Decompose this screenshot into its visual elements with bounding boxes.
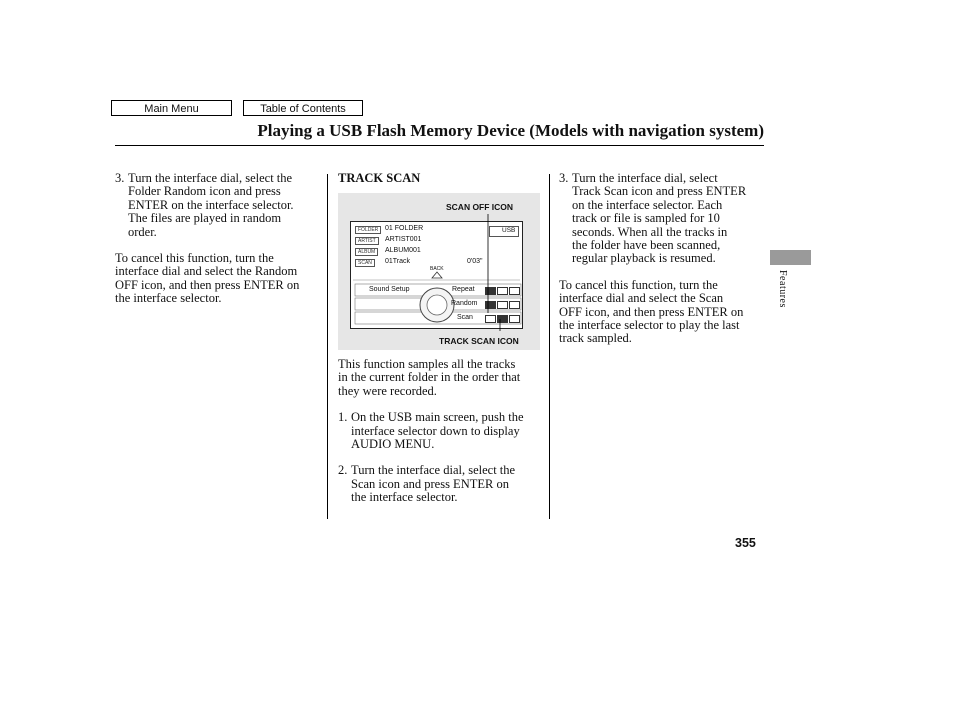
left-cancel-line: To cancel this function, turn the [115,251,274,266]
middle-body [338,358,548,505]
middle-step-2-line: the interface selector. [351,490,458,505]
right-step-3-line: on the interface selector. Each [572,197,723,212]
middle-step-1-number: 1. [338,410,348,425]
middle-step-1 [338,411,548,451]
middle-step-2-line: Scan icon and press ENTER on [351,476,509,491]
right-step-3-line: the folder have been scanned, [572,238,721,253]
right-column [559,172,764,346]
artist-name: ARTIST001 [385,236,422,243]
left-cancel-paragraph [115,252,325,306]
album-name: ALBUM001 [385,247,421,254]
track-name: 01Track [385,258,411,265]
title-divider [115,145,764,146]
left-step-3 [115,172,325,239]
right-step-3-line: regular playback is resumed. [572,251,716,266]
track-scan-intro [338,358,548,398]
back-label: BACK [430,266,444,272]
left-cancel-line: interface dial and select the Random [115,264,298,279]
column-divider-right [549,174,550,519]
right-cancel-line: OFF icon, and then press ENTER on [559,304,744,319]
page-title: Playing a USB Flash Memory Device (Models with navigation system) [257,121,764,140]
scan-item: Scan [457,314,473,321]
middle-step-1-line: interface selector down to display [351,423,520,438]
left-step-3-line: Turn the interface dial, select the [128,171,293,185]
right-cancel-line: track sampled. [559,331,632,346]
left-cancel-line: OFF icon, and then press ENTER on [115,277,300,292]
right-step-3-line: seconds. When all the tracks in [572,224,728,239]
repeat-item: Repeat [452,286,475,293]
left-column [115,172,325,306]
audio-menu-figure [338,193,540,350]
left-step-3-line: Folder Random icon and press [128,184,281,199]
middle-step-2-line: Turn the interface dial, select the [351,463,516,478]
folder-name: 01 FOLDER [385,225,424,232]
scan-tag: SCAN [355,259,375,267]
left-step-3-line: order. [128,224,157,239]
page-number: 355 [735,536,756,550]
track-scan-icon-label: TRACK SCAN ICON [439,336,519,346]
left-cancel-line: the interface selector. [115,291,222,306]
usb-label: USB [502,227,516,234]
intro-line: This function samples all the tracks [338,357,516,371]
section-label: Features [777,270,788,308]
middle-step-2-number: 2. [338,463,348,478]
section-tab [770,250,811,265]
intro-line: they were recorded. [338,383,437,398]
left-step-3-line: ENTER on the interface selector. [128,197,294,212]
random-item: Random [451,300,478,307]
track-scan-heading: TRACK SCAN [338,171,421,185]
right-cancel-line: To cancel this function, turn the [559,277,718,292]
middle-step-1-line: AUDIO MENU. [351,437,435,452]
right-step-3-number: 3. [559,171,569,185]
column-divider-left [327,174,328,519]
right-step-3 [559,172,764,266]
middle-step-2 [338,464,548,504]
main-menu-button[interactable]: Main Menu [111,100,232,116]
left-step-3-number: 3. [115,171,125,185]
table-of-contents-button[interactable]: Table of Contents [243,100,363,116]
middle-step-1-line: On the USB main screen, push the [351,410,524,425]
artist-tag: ARTIST [355,237,379,245]
right-step-3-line: Track Scan icon and press ENTER [572,184,747,199]
intro-line: in the current folder in the order that [338,370,521,385]
right-step-3-line: track or file is sampled for 10 [572,211,720,226]
callout-lines [338,193,540,350]
folder-tag: FOLDER [355,226,381,234]
left-step-3-line: The files are played in random [128,211,282,226]
sound-setup-item: Sound Setup [369,286,410,293]
album-tag: ALBUM [355,248,378,256]
track-time: 0'03" [467,258,483,265]
right-step-3-line: Turn the interface dial, select [572,171,718,185]
scan-off-icon-label: SCAN OFF ICON [446,202,514,212]
right-cancel-line: the interface selector to play the last [559,318,740,333]
right-cancel-paragraph [559,279,764,346]
middle-column [338,172,548,185]
right-cancel-line: interface dial and select the Scan [559,291,724,306]
